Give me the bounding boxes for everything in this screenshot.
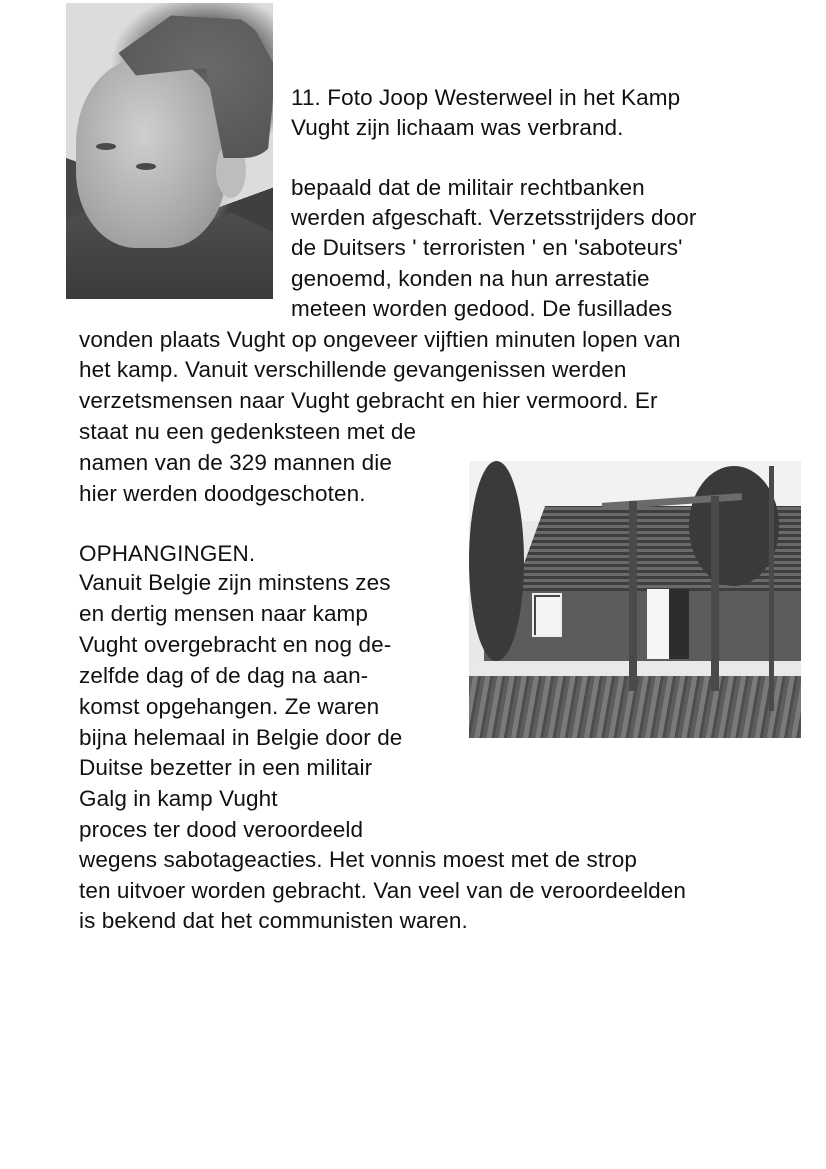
gallows-post xyxy=(711,496,719,691)
body-text-line: het kamp. Vanuit verschillende gevangenissen werden xyxy=(79,357,627,382)
portrait-eye xyxy=(96,143,116,150)
body-text-line: en dertig mensen naar kamp xyxy=(79,601,369,626)
photo-galg-kamp-vught xyxy=(469,461,801,738)
body-text-line: bepaald dat de militair rechtbanken xyxy=(291,175,645,200)
body-text-line: bijna helemaal in Belgie door de xyxy=(79,725,403,750)
photo-door xyxy=(647,589,689,659)
photo-window xyxy=(532,593,562,637)
photo-tree xyxy=(469,461,524,661)
body-text-line: komst opgehangen. Ze waren xyxy=(79,694,380,719)
body-text-line: vonden plaats Vught op ongeveer vijftien minuten lopen van xyxy=(79,327,681,352)
body-text-line: Duitse bezetter in een militair xyxy=(79,755,373,780)
photo-caption-galg: Galg in kamp Vught xyxy=(79,786,278,811)
body-text-line: Vught overgebracht en nog de- xyxy=(79,632,392,657)
body-text-line: werden afgeschaft. Verzetsstrijders door xyxy=(291,205,697,230)
section-heading: OPHANGINGEN. xyxy=(79,541,256,566)
body-text-line: proces ter dood veroordeeld xyxy=(79,817,364,842)
body-text-line: hier werden doodgeschoten. xyxy=(79,481,366,506)
body-text-line: de Duitsers ' terroristen ' en 'saboteurs' xyxy=(291,235,683,260)
photo-pole xyxy=(769,466,774,711)
portrait-eye xyxy=(136,163,156,170)
body-text-line: zelfde dag of de dag na aan- xyxy=(79,663,369,688)
body-text-line: namen van de 329 mannen die xyxy=(79,450,392,475)
gallows-post xyxy=(629,501,637,691)
body-text-line: is bekend dat het communisten waren. xyxy=(79,908,468,933)
body-text-line: staat nu een gedenksteen met de xyxy=(79,419,417,444)
body-text-line: Vanuit Belgie zijn minstens zes xyxy=(79,570,391,595)
body-text-line: ten uitvoer worden gebracht. Van veel van de veroordeelden xyxy=(79,878,687,903)
portrait-face xyxy=(76,58,226,248)
portrait-photo-joop-westerweel xyxy=(66,3,273,299)
body-text-line: verzetsmensen naar Vught gebracht en hier vermoord. Er xyxy=(79,388,658,413)
body-text-line: wegens sabotageacties. Het vonnis moest met de strop xyxy=(79,847,637,872)
body-text-line: genoemd, konden na hun arrestatie xyxy=(291,266,650,291)
photo-caption-line: 11. Foto Joop Westerweel in het Kamp xyxy=(291,85,681,110)
photo-tree xyxy=(689,466,779,586)
body-text-line: meteen worden gedood. De fusillades xyxy=(291,296,673,321)
photo-caption-line: Vught zijn lichaam was verbrand. xyxy=(291,115,624,140)
